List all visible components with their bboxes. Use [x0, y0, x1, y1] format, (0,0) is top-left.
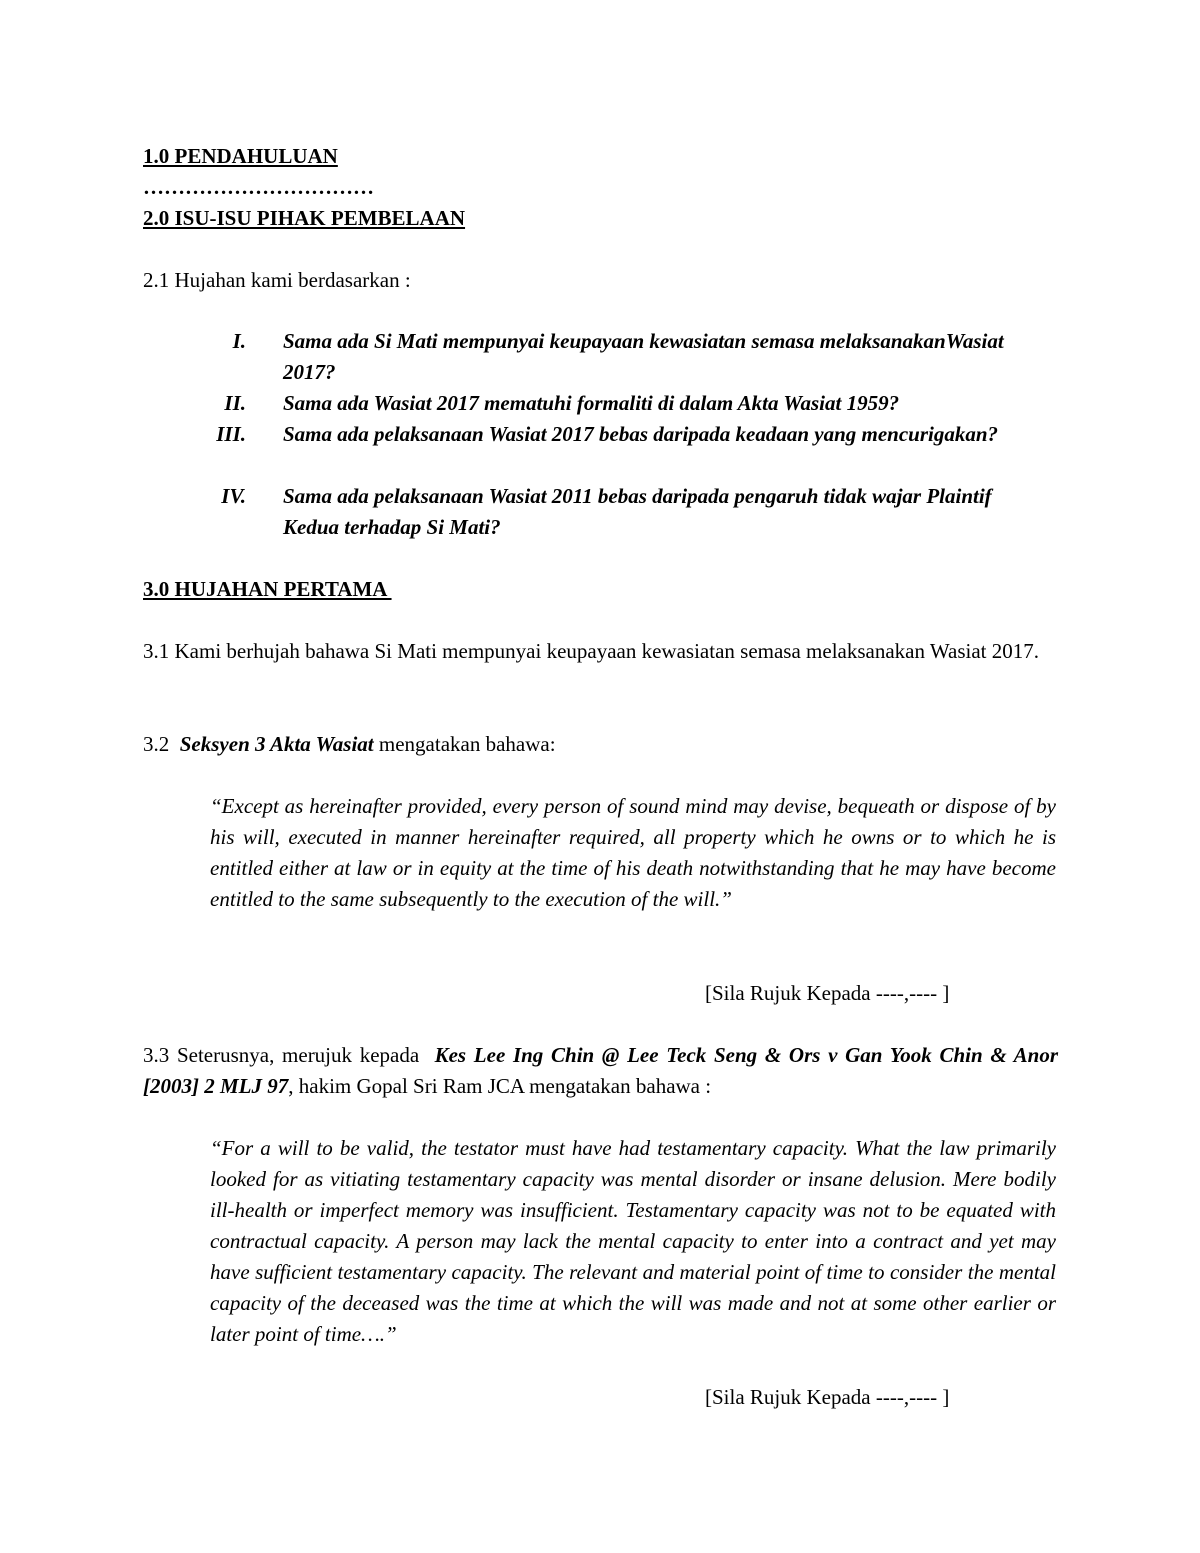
ellipsis-placeholder: …………………………… [143, 175, 374, 199]
statute-reference: Seksyen 3 Akta Wasiat [179, 732, 374, 756]
citation-reference: [Sila Rujuk Kepada ----,---- ] [705, 1385, 950, 1409]
issue-number: III. [216, 422, 246, 446]
issue-text: Sama ada Si Mati mempunyai keupayaan kewasiatan semasa melaksanakanWasiat 2017? [283, 329, 1004, 384]
quote-statute: “Except as hereinafter provided, every person of sound mind may devise, bequeath or dispose of by his will, executed in manner hereinafter required, all property which he owns or to which he is entitled either at law or in equity at the time of his death notwithstanding that he may have become entitled to the same subsequently to the execution of the will.” [210, 794, 1056, 911]
heading-hujahan-pertama: 3.0 HUJAHAN PERTAMA [143, 577, 392, 601]
citation-reference: [Sila Rujuk Kepada ----,---- ] [705, 981, 950, 1005]
para-3-2-prefix: 3.2 [143, 732, 175, 756]
quote-case: “For a will to be valid, the testator must have had testamentary capacity. What the law primarily looked for as vitiating testamentary capacity was mental disorder or insane delusion. Mere bodily ill-health or imperfect memory was insufficient. Testamentary capacity was not to be equated with contractual capacity. A person may lack the mental capacity to enter into a contract and yet may have sufficient testamentary capacity. The relevant and material point of time to consider the mental capacity of the deceased was the time at which the will was made and not at some other earlier or later point of time….” [210, 1136, 1056, 1346]
case-reference: Kes Lee Ing Chin @ Lee Teck Seng & Ors v Gan Yook Chin & Anor [2003] 2 MLJ 97 [143, 1043, 1058, 1098]
para-2-1: 2.1 Hujahan kami berdasarkan : [143, 268, 411, 292]
para-3-3 [143, 1040, 1058, 1102]
heading-isu-isu: 2.0 ISU-ISU PIHAK PEMBELAAN [143, 206, 466, 230]
issue-text: Sama ada pelaksanaan Wasiat 2017 bebas daripada keadaan yang mencurigakan? [283, 422, 999, 446]
issue-number: II. [224, 391, 246, 415]
heading-pendahuluan: 1.0 PENDAHULUAN [143, 144, 338, 168]
issue-number: IV. [221, 484, 246, 508]
para-3-2-suffix: mengatakan bahawa: [373, 732, 556, 756]
issue-text: Sama ada Wasiat 2017 mematuhi formaliti di dalam Akta Wasiat 1959? [283, 391, 900, 415]
issue-number: I. [232, 329, 246, 353]
para-3-2 [143, 729, 1058, 760]
para-3-3-suffix: , hakim Gopal Sri Ram JCA mengatakan bahawa : [288, 1074, 712, 1098]
para-3-1: 3.1 Kami berhujah bahawa Si Mati mempunyai keupayaan kewasiatan semasa melaksanakan Wasiat 2017. [143, 639, 1039, 663]
issue-text: Sama ada pelaksanaan Wasiat 2011 bebas daripada pengaruh tidak wajar Plaintif Kedua terhadap Si Mati? [283, 484, 992, 539]
para-3-3-prefix: 3.3 Seterusnya, merujuk kepada [143, 1043, 427, 1067]
